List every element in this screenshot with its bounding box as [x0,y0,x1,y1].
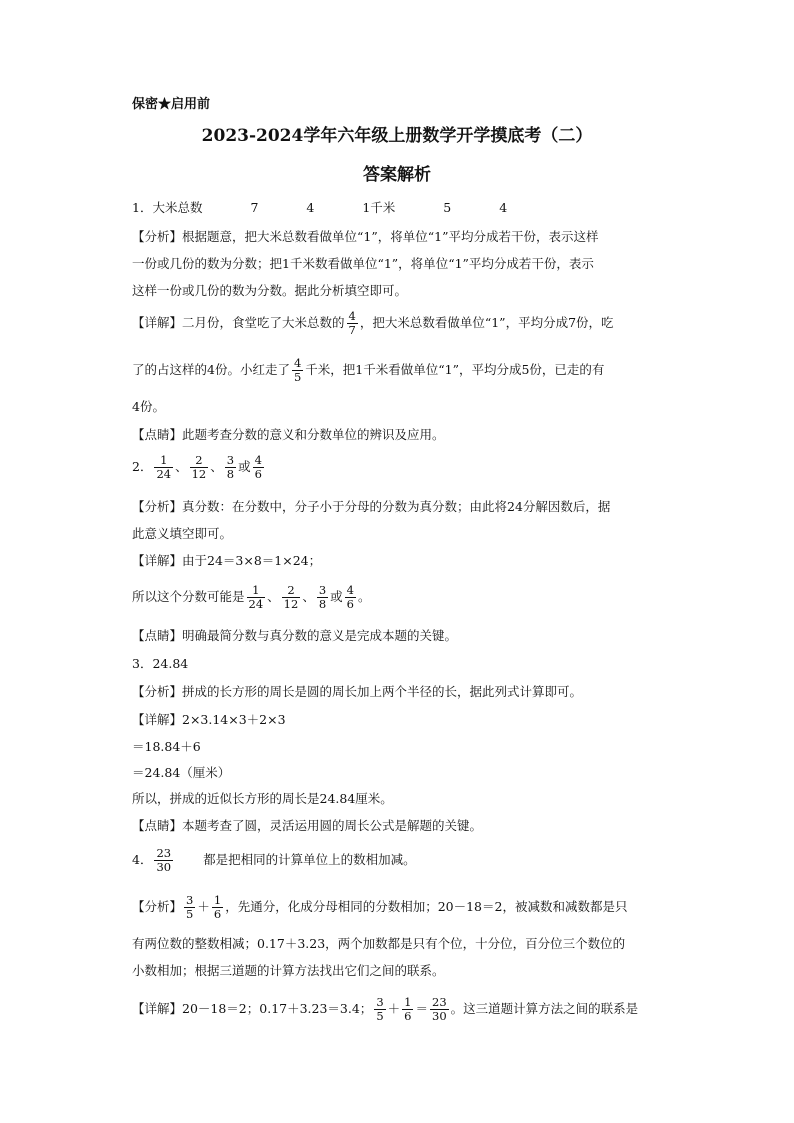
q4-analysis-line: 【分析】 $\frac{3}{5}$ ＋ $\frac{1}{6}$ ，先通分，化成分母相同的分数相加；20－18＝2，被减数和减数都是只 [132,893,628,921]
page-title: 2023-2024学年六年级上册数学开学摸底考（二） [201,126,593,146]
q4-answer-text: 都是把相同的计算单位上的数相加减。 [203,852,416,867]
q3-detail-line: ＝24.84（厘米） [132,765,231,780]
q3-analysis: 【分析】拼成的长方形的周长是圆的周长加上两个半径的长，据此列式计算即可。 [132,684,583,699]
q1-comment: 【点睛】此题考查分数的意义和分数单位的辨识及应用。 [132,427,445,442]
q4-detail-line: 【详解】20－18＝2；0.17＋3.23＝3.4； $\frac{3}{5}$ ＋ $\frac{1}{6}$ ＝ $\frac{23}{30}$ 。这三道题计算方法之间的联系是 [132,995,639,1023]
fraction: $\frac{3}{5}$ [376,995,384,1023]
q2-analysis-line: 此意义填空即可。 [132,526,233,541]
q2-comment: 【点睛】明确最简分数与真分数的意义是完成本题的关键。 [132,628,458,643]
q3-detail-line: 所以，拼成的近似长方形的周长是24.84厘米。 [132,791,393,806]
fraction: $\frac{2}{12}$ [283,583,299,611]
q2-detail-line: 所以这个分数可能是 $\frac{1}{24}$ 、 $\frac{2}{12}$ 、 $\frac{3}{8}$ 或 $\frac{4}{6}$ 。 [132,583,371,611]
q2-label: 2． [132,459,153,474]
q3-detail-line: 【详解】2×3.14×3＋2×3 [132,712,286,727]
q2-analysis-line: 【分析】真分数：在分数中，分子小于分母的分数为真分数；由此将24分解因数后，据 [132,499,611,514]
fraction: $\frac{1}{6}$ [213,893,222,921]
fraction: $\frac{3}{5}$ [186,893,194,921]
q1-detail-line [132,310,614,337]
q1-detail-text: 千米，把1千米看做单位“1”，平均分成5份，已走的有 [305,362,605,377]
q1-blank-5: 5 [443,200,452,215]
q1-detail-text: 【详解】二月份，食堂吃了大米总数的 [132,315,345,330]
fraction: $\frac{1}{6}$ [404,995,412,1023]
fraction: $\frac{4}{7}$ [348,309,356,337]
fraction: $\frac{3}{8}$ [226,453,235,481]
fraction: $\frac{4}{5}$ [293,356,302,384]
q1-blank-4: 1千米 [362,200,396,215]
fraction: $\frac{1}{24}$ [156,453,172,481]
q3-comment: 【点睛】本题考查了圆，灵活运用圆的周长公式是解题的关键。 [132,818,483,833]
q1-detail-line [132,357,604,384]
fraction: $\frac{23}{30}$ [432,995,447,1023]
q4-analysis-line: 有两位数的整数相减；0.17＋3.23，两个加数都是只有个位，十分位，百分位三个数位的 [132,936,626,951]
q1-answer [132,199,507,217]
q4-label: 4． [132,852,153,867]
q3-detail-line: ＝18.84＋6 [132,739,201,754]
fraction: $\frac{4}{6}$ [254,453,262,481]
q4-analysis-line: 小数相加；根据三道题的计算方法找出它们之间的联系。 [132,963,445,978]
q1-blank-1: 1．大米总数 [132,200,203,215]
q1-detail-line: 4份。 [132,399,165,414]
q3-answer: 3．24.84 [132,656,189,671]
q2-answer: 2． $\frac{1}{24}$ 、 $\frac{2}{12}$ 、 $\frac{3}{8}$ 或 $\frac{4}{6}$ [132,453,262,481]
q4-answer [132,847,416,874]
fraction: $\frac{2}{12}$ [191,453,207,481]
q1-analysis-line: 一份或几份的数为分数；把1千米数看做单位“1”，将单位“1”平均分成若干份，表示 [132,256,594,271]
q2-detail: 【详解】由于24＝3×8＝1×24； [132,553,322,568]
q1-blank-3: 4 [306,200,315,215]
secret-label: 保密★启用前 [132,97,211,112]
q1-blank-2: 7 [250,200,259,215]
fraction: $\frac{1}{24}$ [248,583,264,611]
q1-analysis-line: 这样一份或几份的数为分数。据此分析填空即可。 [132,283,408,298]
fraction: $\frac{4}{6}$ [346,583,354,611]
q1-detail-text: ，把大米总数看做单位“1”，平均分成7份，吃 [359,315,614,330]
page-subtitle: 答案解析 [363,165,431,185]
fraction: $\frac{3}{8}$ [318,583,327,611]
q1-detail-text: 了的占这样的4份。小红走了 [132,362,290,377]
q1-analysis-line: 【分析】根据题意，把大米总数看做单位“1”，将单位“1”平均分成若干份，表示这样 [132,229,599,244]
q1-blank-6: 4 [499,200,508,215]
fraction: $\frac{23}{30}$ [156,846,172,874]
